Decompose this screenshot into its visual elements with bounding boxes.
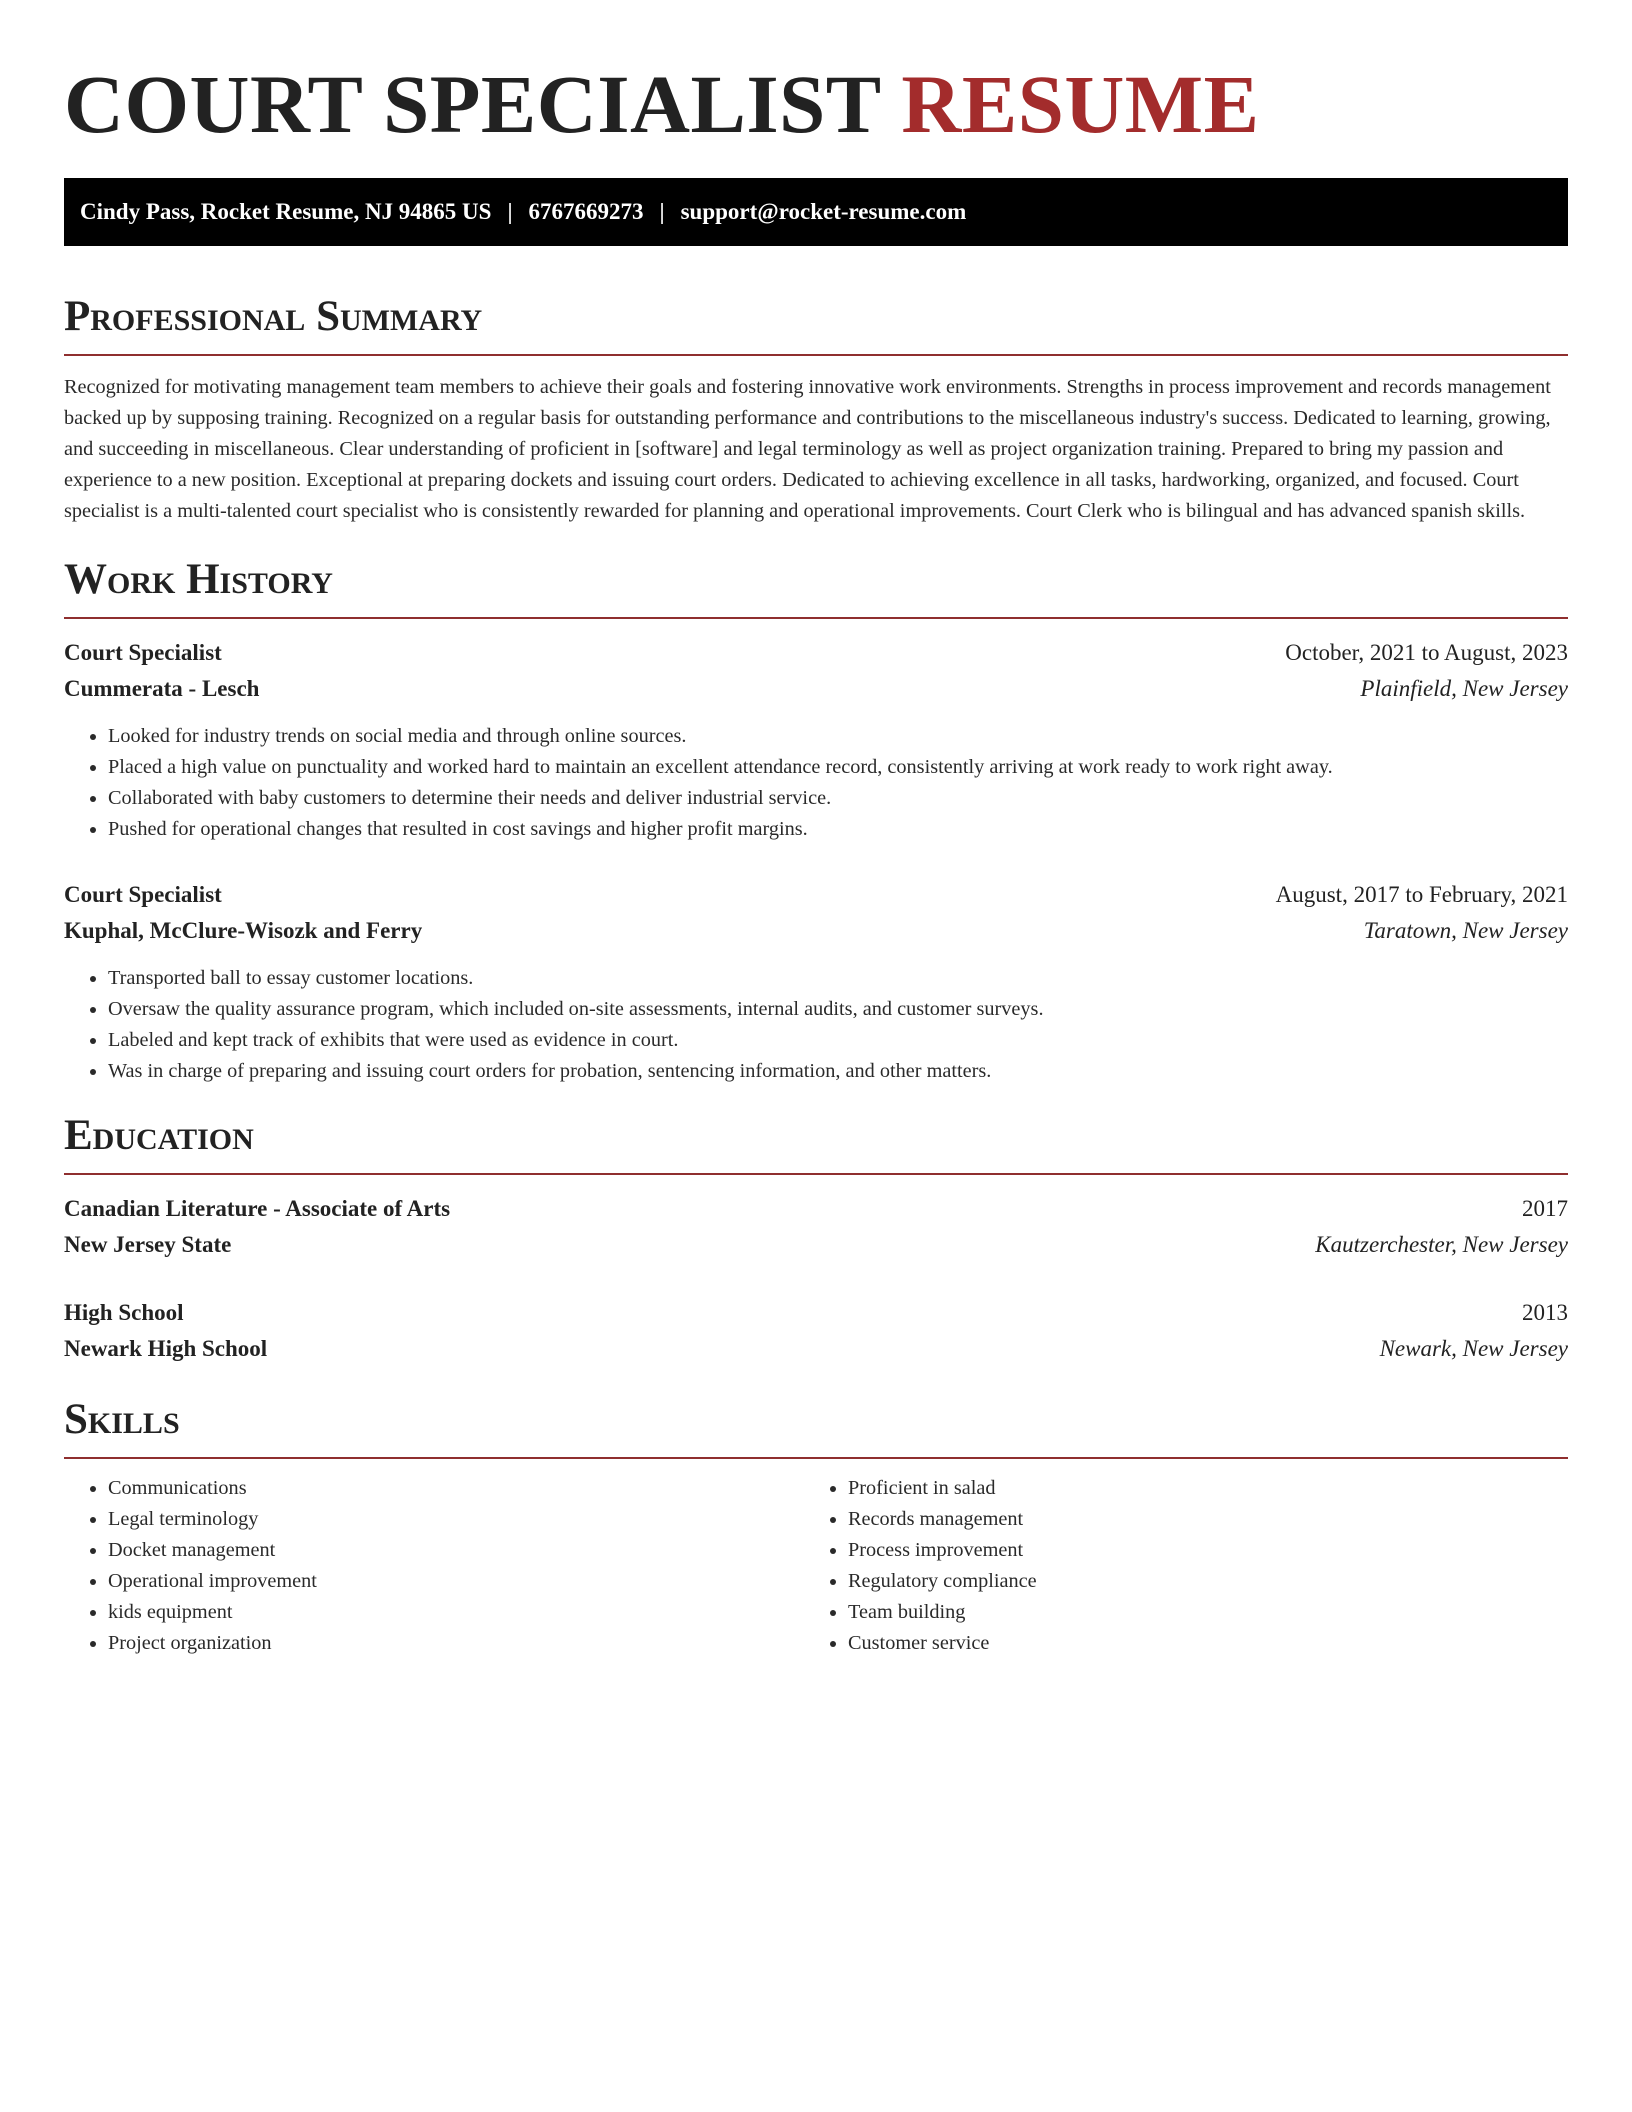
skill-item: • Proficient in salad	[848, 1473, 1544, 1504]
title-main: COURT SPECIALIST	[64, 58, 881, 150]
job-title-row	[64, 877, 1568, 913]
job-company: Cummerata - Lesch	[64, 676, 260, 701]
education-degree: High School	[64, 1300, 184, 1325]
summary-text: Recognized for motivating management team members to achieve their goals and fostering innovative work environments. Strengths in process improvement and records management backed up by supposing training. Recognized on a regular basis for outstanding performance and contributions to the miscellaneous industry's success. Dedicated to learning, growing, and succeeding in miscellaneous. Clear understanding of proficient in [software] and legal terminology as well as project organization training. Prepared to bring my passion and experience to a new position. Exceptional at preparing dockets and issuing court orders. Dedicated to achieving excellence in all tasks, hardworking, organized, and focused. Court specialist is a multi-talented court specialist who is consistently rewarded for planning and operational improvements. Court Clerk who is bilingual and has advanced spanish skills.	[64, 376, 1551, 522]
contact-bar	[64, 178, 1568, 246]
education-degree: Canadian Literature - Associate of Arts	[64, 1196, 451, 1221]
job-duty: • Was in charge of preparing and issuing court orders for probation, sentencing information, and other matters.	[108, 1056, 1568, 1087]
contact-separator: |	[507, 199, 513, 224]
skill-item: • Records management	[848, 1504, 1544, 1535]
job-company-row	[64, 913, 1568, 949]
skill-item: • Project organization	[108, 1628, 804, 1659]
skill-item: • Legal terminology	[108, 1504, 804, 1535]
summary-section	[64, 292, 1568, 527]
skills-column-left	[64, 1473, 804, 1659]
job-duty: • Looked for industry trends on social media and through online sources.	[108, 721, 1568, 752]
skills-section	[64, 1395, 1568, 1659]
education-school-row	[64, 1331, 1568, 1367]
skill-item: • Regulatory compliance	[848, 1566, 1544, 1597]
skill-item: • Communications	[108, 1473, 804, 1504]
job-duty: • Transported ball to essay customer locations.	[108, 963, 1568, 994]
job-duties-list	[64, 721, 1568, 845]
skill-item: • Operational improvement	[108, 1566, 804, 1597]
section-divider	[64, 354, 1568, 356]
education-school: New Jersey State	[64, 1232, 232, 1257]
education-school: Newark High School	[64, 1336, 268, 1361]
education-degree-row	[64, 1191, 1568, 1227]
resume-title	[64, 56, 1568, 152]
contact-separator: |	[659, 199, 665, 224]
skill-item: • Team building	[848, 1597, 1544, 1628]
section-heading-skills: Skills	[64, 1396, 180, 1443]
job-dates: August, 2017 to February, 2021	[1275, 882, 1568, 907]
section-heading-education: Education	[64, 1112, 254, 1159]
job-location: Plainfield, New Jersey	[1360, 676, 1568, 701]
job-company: Kuphal, McClure-Wisozk and Ferry	[64, 918, 423, 943]
skill-item: • Process improvement	[848, 1535, 1544, 1566]
skill-item: • Docket management	[108, 1535, 804, 1566]
job-entry	[64, 635, 1568, 845]
section-divider	[64, 1457, 1568, 1459]
job-duty: • Placed a high value on punctuality and worked hard to maintain an excellent attendance record, consistently arriving at work ready to work right away.	[108, 752, 1568, 783]
education-school-row	[64, 1227, 1568, 1263]
title-accent: RESUME	[901, 58, 1260, 150]
skills-grid	[64, 1473, 1568, 1659]
skill-item: • Customer service	[848, 1628, 1544, 1659]
education-location: Kautzerchester, New Jersey	[1315, 1232, 1568, 1257]
contact-email: support@rocket-resume.com	[680, 199, 967, 224]
education-year: 2013	[1522, 1300, 1568, 1325]
section-heading-work-history: Work History	[64, 556, 333, 603]
job-company-row	[64, 671, 1568, 707]
job-dates: October, 2021 to August, 2023	[1285, 640, 1568, 665]
contact-phone: 6767669273	[528, 199, 644, 224]
skills-list	[804, 1473, 1544, 1659]
work-history-section	[64, 555, 1568, 1087]
job-duties-list	[64, 963, 1568, 1087]
job-location: Taratown, New Jersey	[1363, 918, 1568, 943]
skills-column-right	[804, 1473, 1544, 1659]
job-duty: • Labeled and kept track of exhibits that were used as evidence in court.	[108, 1025, 1568, 1056]
job-entry	[64, 877, 1568, 1087]
job-duty: • Pushed for operational changes that resulted in cost savings and higher profit margins.	[108, 814, 1568, 845]
education-degree-row	[64, 1295, 1568, 1331]
section-heading-summary: Professional Summary	[64, 293, 483, 340]
skill-item: • kids equipment	[108, 1597, 804, 1628]
education-entry	[64, 1295, 1568, 1367]
job-title: Court Specialist	[64, 640, 222, 665]
job-duty: • Oversaw the quality assurance program, which included on-site assessments, internal audits, and customer surveys.	[108, 994, 1568, 1025]
education-year: 2017	[1522, 1196, 1568, 1221]
contact-address: Cindy Pass, Rocket Resume, NJ 94865 US	[80, 199, 492, 224]
education-location: Newark, New Jersey	[1379, 1336, 1568, 1361]
section-divider	[64, 617, 1568, 619]
education-section	[64, 1111, 1568, 1367]
education-entry	[64, 1191, 1568, 1263]
skills-list	[64, 1473, 804, 1659]
job-duty: • Collaborated with baby customers to determine their needs and deliver industrial service.	[108, 783, 1568, 814]
section-divider	[64, 1173, 1568, 1175]
job-title-row	[64, 635, 1568, 671]
job-title: Court Specialist	[64, 882, 222, 907]
